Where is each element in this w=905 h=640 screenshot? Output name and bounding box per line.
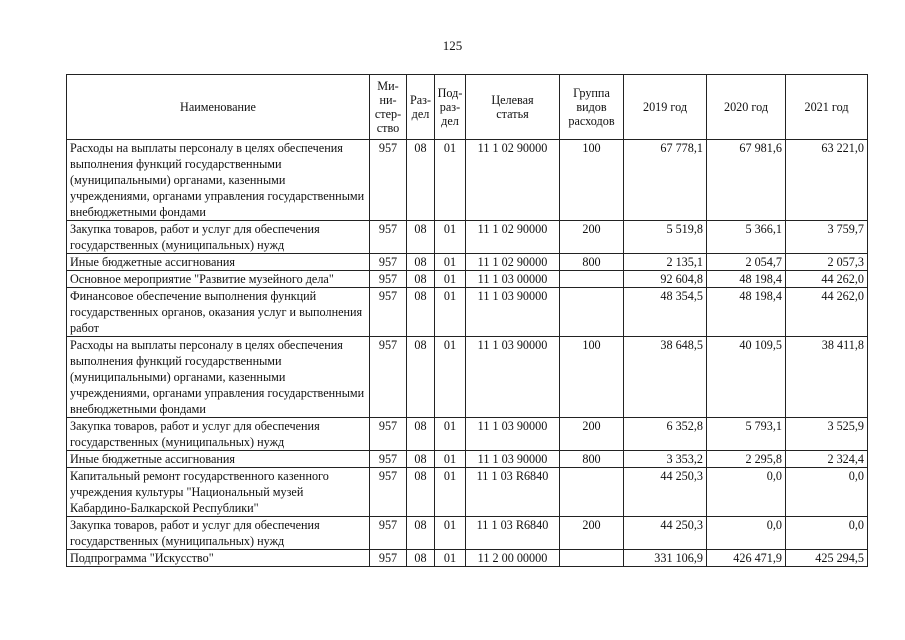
page-number: 125 — [442, 38, 463, 53]
cell-section: 08 — [407, 517, 435, 550]
table-row — [67, 254, 868, 271]
cell-target-article: 11 2 00 00000 — [466, 550, 560, 567]
cell-2019: 38 648,5 — [624, 337, 707, 418]
header-target-article: Целевая статья — [466, 75, 560, 140]
cell-2019: 67 778,1 — [624, 140, 707, 221]
cell-2019: 92 604,8 — [624, 271, 707, 288]
cell-section: 08 — [407, 288, 435, 337]
cell-name: Основное мероприятие "Развитие музейного дела" — [67, 271, 370, 288]
table-row — [67, 418, 868, 451]
header-2020: 2020 год — [707, 75, 786, 140]
cell-2019: 3 353,2 — [624, 451, 707, 468]
cell-name: Расходы на выплаты персоналу в целях обеспечения выполнения функций государственными (муниципальными) органами, казенными учреждениями, органами управления государственными внебюджетными фондами — [67, 140, 370, 221]
cell-section: 08 — [407, 550, 435, 567]
cell-subsection: 01 — [435, 468, 466, 517]
table-row — [67, 221, 868, 254]
cell-subsection: 01 — [435, 288, 466, 337]
cell-2019: 6 352,8 — [624, 418, 707, 451]
table-row — [67, 550, 868, 567]
cell-2020: 5 366,1 — [707, 221, 786, 254]
cell-2021: 2 324,4 — [786, 451, 868, 468]
cell-ministry: 957 — [370, 337, 407, 418]
cell-subsection: 01 — [435, 418, 466, 451]
cell-ministry: 957 — [370, 288, 407, 337]
header-ministry: Ми- ни- стер- ство — [370, 75, 407, 140]
cell-2020: 2 295,8 — [707, 451, 786, 468]
cell-section: 08 — [407, 271, 435, 288]
cell-2020: 67 981,6 — [707, 140, 786, 221]
cell-section: 08 — [407, 337, 435, 418]
header-section: Раз- дел — [407, 75, 435, 140]
cell-2019: 48 354,5 — [624, 288, 707, 337]
cell-2019: 331 106,9 — [624, 550, 707, 567]
cell-2021: 63 221,0 — [786, 140, 868, 221]
cell-ministry: 957 — [370, 517, 407, 550]
cell-2019: 5 519,8 — [624, 221, 707, 254]
cell-ministry: 957 — [370, 254, 407, 271]
cell-target-article: 11 1 02 90000 — [466, 254, 560, 271]
cell-section: 08 — [407, 468, 435, 517]
cell-ministry: 957 — [370, 418, 407, 451]
cell-expense-group — [560, 271, 624, 288]
cell-target-article: 11 1 03 90000 — [466, 288, 560, 337]
cell-2020: 0,0 — [707, 517, 786, 550]
cell-name: Закупка товаров, работ и услуг для обеспечения государственных (муниципальных) нужд — [67, 221, 370, 254]
cell-target-article: 11 1 03 R6840 — [466, 468, 560, 517]
cell-target-article: 11 1 03 00000 — [466, 271, 560, 288]
cell-expense-group — [560, 468, 624, 517]
cell-ministry: 957 — [370, 550, 407, 567]
table-row — [67, 451, 868, 468]
table-row — [67, 271, 868, 288]
header-subsection: Под- раз- дел — [435, 75, 466, 140]
cell-2021: 0,0 — [786, 517, 868, 550]
cell-2020: 5 793,1 — [707, 418, 786, 451]
table-row — [67, 288, 868, 337]
cell-2020: 48 198,4 — [707, 271, 786, 288]
cell-section: 08 — [407, 254, 435, 271]
cell-target-article: 11 1 02 90000 — [466, 221, 560, 254]
cell-expense-group — [560, 288, 624, 337]
table-row — [67, 337, 868, 418]
cell-target-article: 11 1 02 90000 — [466, 140, 560, 221]
cell-name: Расходы на выплаты персоналу в целях обеспечения выполнения функций государственными (муниципальными) органами, казенными учреждениями, органами управления государственными внебюджетными фондами — [67, 337, 370, 418]
cell-expense-group: 100 — [560, 337, 624, 418]
cell-name: Капитальный ремонт государственного казенного учреждения культуры "Национальный музей Кабардино-Балкарской Республики" — [67, 468, 370, 517]
cell-name: Подпрограмма "Искусство" — [67, 550, 370, 567]
header-2019: 2019 год — [624, 75, 707, 140]
cell-subsection: 01 — [435, 451, 466, 468]
cell-subsection: 01 — [435, 337, 466, 418]
cell-subsection: 01 — [435, 140, 466, 221]
cell-section: 08 — [407, 221, 435, 254]
budget-table — [66, 74, 868, 567]
cell-expense-group: 200 — [560, 517, 624, 550]
cell-subsection: 01 — [435, 221, 466, 254]
cell-2019: 44 250,3 — [624, 468, 707, 517]
cell-2021: 44 262,0 — [786, 271, 868, 288]
cell-expense-group: 200 — [560, 418, 624, 451]
table-header-row — [67, 75, 868, 140]
cell-2021: 38 411,8 — [786, 337, 868, 418]
cell-name: Закупка товаров, работ и услуг для обеспечения государственных (муниципальных) нужд — [67, 517, 370, 550]
cell-subsection: 01 — [435, 550, 466, 567]
cell-2021: 425 294,5 — [786, 550, 868, 567]
cell-2020: 48 198,4 — [707, 288, 786, 337]
cell-expense-group: 800 — [560, 451, 624, 468]
cell-subsection: 01 — [435, 254, 466, 271]
header-2021: 2021 год — [786, 75, 868, 140]
cell-2019: 44 250,3 — [624, 517, 707, 550]
cell-2020: 0,0 — [707, 468, 786, 517]
cell-ministry: 957 — [370, 468, 407, 517]
cell-target-article: 11 1 03 90000 — [466, 337, 560, 418]
cell-2021: 3 525,9 — [786, 418, 868, 451]
cell-2021: 0,0 — [786, 468, 868, 517]
table-row — [67, 517, 868, 550]
cell-target-article: 11 1 03 90000 — [466, 418, 560, 451]
cell-name: Иные бюджетные ассигнования — [67, 254, 370, 271]
cell-section: 08 — [407, 451, 435, 468]
cell-2020: 40 109,5 — [707, 337, 786, 418]
cell-expense-group: 800 — [560, 254, 624, 271]
cell-section: 08 — [407, 140, 435, 221]
table-row — [67, 140, 868, 221]
cell-expense-group: 200 — [560, 221, 624, 254]
cell-name: Закупка товаров, работ и услуг для обеспечения государственных (муниципальных) нужд — [67, 418, 370, 451]
header-name: Наименование — [67, 75, 370, 140]
cell-2021: 2 057,3 — [786, 254, 868, 271]
cell-subsection: 01 — [435, 271, 466, 288]
cell-2020: 2 054,7 — [707, 254, 786, 271]
cell-subsection: 01 — [435, 517, 466, 550]
cell-name: Финансовое обеспечение выполнения функций государственных органов, оказания услуг и выполнения работ — [67, 288, 370, 337]
header-expense-group: Группа видов расходов — [560, 75, 624, 140]
cell-target-article: 11 1 03 90000 — [466, 451, 560, 468]
cell-section: 08 — [407, 418, 435, 451]
cell-2020: 426 471,9 — [707, 550, 786, 567]
cell-expense-group: 100 — [560, 140, 624, 221]
cell-ministry: 957 — [370, 271, 407, 288]
cell-2021: 3 759,7 — [786, 221, 868, 254]
table-row — [67, 468, 868, 517]
cell-target-article: 11 1 03 R6840 — [466, 517, 560, 550]
cell-name: Иные бюджетные ассигнования — [67, 451, 370, 468]
cell-2021: 44 262,0 — [786, 288, 868, 337]
cell-2019: 2 135,1 — [624, 254, 707, 271]
cell-ministry: 957 — [370, 451, 407, 468]
cell-ministry: 957 — [370, 140, 407, 221]
cell-ministry: 957 — [370, 221, 407, 254]
cell-expense-group — [560, 550, 624, 567]
